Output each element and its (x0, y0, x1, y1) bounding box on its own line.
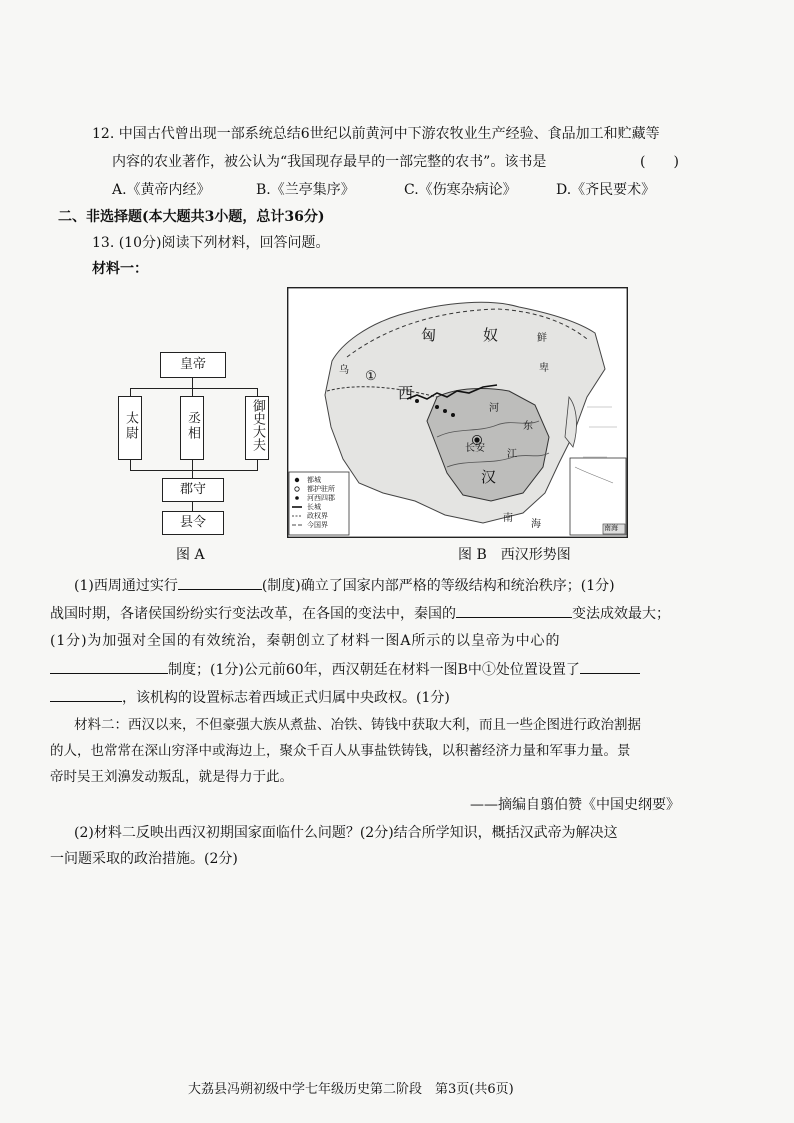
map-label-xiongnu-2: 奴 (483, 326, 499, 344)
map-label-wu: 乌 (339, 365, 349, 376)
map-label-han: 汉 (481, 468, 497, 486)
legend-capital: 都城 (307, 476, 321, 484)
censor-box: 御史大夫 (245, 396, 269, 460)
p1-line1: (1)西周通过实行 (制度)确立了国家内部严格的等级结构和统治秩序；(1分) (74, 575, 615, 596)
legend-wall: 长城 (307, 503, 321, 511)
map-label-xi: 西 (398, 384, 414, 402)
map-label-dong: 东 (523, 421, 533, 432)
p1-line2: 战国时期，各诸侯国纷纷实行变法改革，在各国的变法中，秦国的 变法成效最大； (50, 603, 670, 624)
material1-label: 材料一： (92, 261, 148, 277)
map-label-circle-1: ① (365, 369, 377, 384)
legend-protectorate: 都护驻所 (307, 485, 335, 493)
material2-line2: 的人，也常常在深山穷泽中或海边上，聚众千百人从事盐铁铸钱，以积蓄经济力量和军事力量。景 (50, 743, 631, 759)
county-box: 县令 (162, 511, 224, 535)
map-inset-label: 南海 (604, 524, 618, 532)
material2-line3: 帝时吴王刘濞发动叛乱，就是得力于此。 (50, 769, 293, 785)
map-label-he: 河 (489, 403, 499, 414)
figure-b-map (287, 287, 628, 538)
figure-a-caption: 图 A (176, 547, 205, 563)
map-label-changan: 长安 (465, 443, 485, 454)
p2-line1: (2)材料二反映出西汉初期国家面临什么问题？(2分)结合所学知识，概括汉武帝为解决这 (74, 825, 618, 841)
section-heading: 二、非选择题(本大题共3小题，总计36分) (58, 209, 325, 225)
blank-3[interactable] (50, 659, 168, 674)
map-label-xiongnu-1: 匈 (421, 326, 437, 344)
commandery-box: 郡守 (162, 478, 224, 502)
q12-line2: 内容的农业著作，被公认为“我国现存最早的一部完整的农书”。该书是 (112, 154, 547, 170)
legend-hexi: 河西四郡 (307, 494, 335, 502)
q12-option-a: A.《黄帝内经》 (112, 182, 211, 198)
chancellor-box: 丞相 (180, 396, 204, 460)
q12-option-b: B.《兰亭集序》 (256, 182, 355, 198)
western-han-map (287, 287, 628, 538)
p1-line3: (1分)为加强对全国的有效统治，秦朝创立了材料一图A所示的以皇帝为中心的 (50, 633, 561, 649)
map-label-xian: 鲜 (537, 333, 547, 344)
map-label-hai: 海 (531, 519, 541, 530)
legend-modern-border: 今国界 (307, 521, 328, 529)
p2-line2: 一问题采取的政治措施。(2分) (50, 851, 238, 867)
emperor-box: 皇帝 (160, 352, 226, 378)
blank-4b[interactable] (50, 687, 122, 702)
p1-line5: ，该机构的设置标志着西域正式归属中央政权。(1分) (50, 687, 450, 708)
q12-option-c: C.《伤寒杂病论》 (404, 182, 517, 198)
map-label-jiang: 江 (507, 449, 517, 460)
taiwei-box: 太尉 (118, 396, 142, 460)
blank-2[interactable] (456, 603, 572, 618)
p1-line4: 制度；(1分)公元前60年，西汉朝廷在材料一图B中①处位置设置了 (50, 659, 640, 680)
q13-intro: 13. (10分)阅读下列材料，回答问题。 (92, 235, 330, 251)
q12-option-d: D.《齐民要术》 (556, 182, 656, 198)
page-footer: 大荔县冯朔初级中学七年级历史第二阶段 第3页(共6页) (188, 1082, 514, 1097)
legend-regime-border: 政权界 (307, 512, 328, 520)
figure-b-caption: 图 B 西汉形势图 (458, 547, 571, 563)
blank-4[interactable] (580, 659, 640, 674)
blank-1[interactable] (178, 575, 262, 590)
q12-line1: 12. 中国古代曾出现一部系统总结6世纪以前黄河中下游农牧业生产经验、食品加工和贮藏等 (92, 126, 660, 142)
q12-answer-paren: ( ) (640, 154, 679, 170)
map-label-bei: 卑 (539, 363, 549, 374)
material2-source: ——摘编自翦伯赞《中国史纲要》 (470, 797, 680, 813)
material2-line1: 材料二：西汉以来，不但豪强大族从煮盐、冶铁、铸钱中获取大利，而且一些企图进行政治割据 (74, 717, 641, 733)
map-label-nan: 南 (503, 513, 513, 524)
